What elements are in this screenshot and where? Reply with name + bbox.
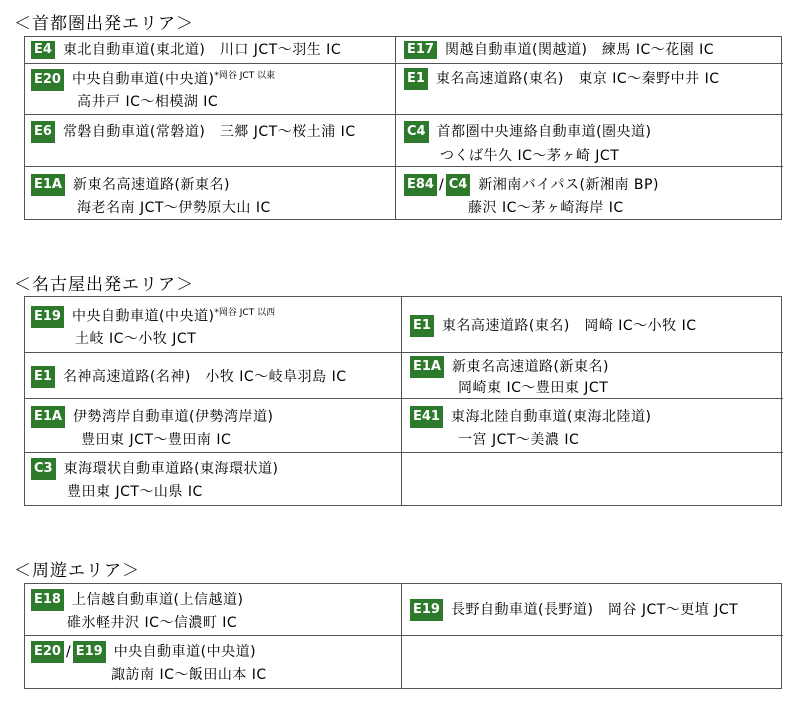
- road-range: 諏訪南 IC～飯田山本 IC: [111, 667, 267, 683]
- code-separator: /: [438, 177, 444, 193]
- route-code-badge: E19: [410, 599, 443, 621]
- road-range: 豊田東 JCT～山県 IC: [67, 484, 203, 500]
- road-range: 岡谷 JCT～更埴 JCT: [607, 602, 739, 618]
- section-heading-tokyo: ＜首都圏出発エリア＞: [14, 14, 194, 34]
- route-code-badge: E84: [404, 174, 437, 196]
- road-range: 川口 JCT～羽生 IC: [219, 42, 342, 58]
- road-name: 中央自動車道(中央道): [71, 71, 215, 88]
- road-note: *岡谷 JCT 以東: [214, 71, 276, 81]
- route-cell: [25, 37, 396, 64]
- route-code-badge: E4: [31, 41, 55, 59]
- route-code-badge: E18: [31, 589, 64, 611]
- route-code-badge: E20: [31, 641, 64, 663]
- road-name: 伊勢湾岸自動車道(伊勢湾岸道): [73, 409, 274, 425]
- road-name: 首都圏中央連絡自動車道(圏央道): [436, 124, 652, 140]
- route-code-badge: E19: [73, 641, 106, 663]
- route-cell: [25, 167, 396, 219]
- route-code-badge: E1A: [31, 174, 65, 196]
- road-name: 新湘南バイパス(新湘南 BP): [478, 177, 659, 193]
- route-cell: [402, 584, 783, 636]
- road-name: 関越自動車道(関越道): [444, 42, 588, 58]
- section-heading-excursion: ＜周遊エリア＞: [14, 561, 140, 581]
- route-cell: [396, 64, 783, 115]
- road-name: 上信越自動車道(上信越道): [71, 592, 244, 608]
- route-cell: [25, 115, 396, 167]
- route-cell: [25, 64, 396, 115]
- road-range: 豊田東 JCT～豊田南 IC: [81, 432, 232, 448]
- road-name: 東海北陸自動車道(東海北陸道): [450, 409, 652, 425]
- route-cell: [402, 353, 783, 399]
- route-cell: [25, 297, 402, 353]
- road-name: 中央自動車道(中央道): [113, 644, 257, 660]
- road-range: 藤沢 IC～茅ヶ崎海岸 IC: [468, 200, 624, 216]
- route-code-badge: C4: [446, 174, 471, 196]
- road-name: 東名高速道路(東名): [435, 71, 564, 87]
- road-range: 碓氷軽井沢 IC～信濃町 IC: [67, 615, 238, 631]
- route-code-badge: E1A: [410, 356, 444, 378]
- route-code-badge: E1: [404, 68, 428, 90]
- road-name: 新東名高速道路(新東名): [73, 177, 230, 193]
- route-cell: [25, 399, 402, 453]
- road-range: 小牧 IC～岐阜羽島 IC: [205, 369, 347, 385]
- road-name: 東海環状自動車道路(東海環状道): [63, 461, 279, 477]
- road-name: 新東名高速道路(新東名): [452, 359, 609, 375]
- road-range: 海老名南 JCT～伊勢原大山 IC: [77, 200, 271, 216]
- road-name: 常磐自動車道(常磐道): [62, 124, 206, 140]
- route-code-badge: E20: [31, 69, 64, 91]
- route-cell: [25, 353, 402, 399]
- route-cell: [25, 584, 402, 636]
- route-code-badge: E1A: [31, 406, 65, 428]
- route-code-badge: E1: [410, 315, 434, 337]
- road-range: 土岐 IC～小牧 JCT: [75, 331, 197, 347]
- route-cell: [25, 636, 402, 688]
- road-name: 東北自動車道(東北道): [62, 42, 206, 58]
- route-code-badge: E17: [404, 41, 437, 59]
- road-range: 岡崎 IC～小牧 IC: [584, 318, 697, 334]
- route-cell: [396, 115, 783, 167]
- road-note: *岡谷 JCT 以西: [214, 308, 276, 318]
- route-cell: [396, 167, 783, 219]
- road-range: 高井戸 IC～相模湖 IC: [77, 94, 219, 110]
- route-table-tokyo: [24, 36, 782, 220]
- road-range: 一宮 JCT～美濃 IC: [458, 432, 580, 448]
- code-separator: /: [65, 644, 71, 660]
- route-code-badge: E41: [410, 406, 443, 428]
- route-table-excursion: [24, 583, 782, 689]
- section-heading-nagoya: ＜名古屋出発エリア＞: [14, 275, 194, 295]
- route-code-badge: C3: [31, 458, 56, 480]
- route-code-badge: C4: [404, 121, 429, 143]
- route-code-badge: E1: [31, 366, 55, 388]
- route-cell: [25, 453, 402, 505]
- road-name: 中央自動車道(中央道): [71, 308, 215, 325]
- route-code-badge: E19: [31, 306, 64, 328]
- route-cell: [402, 399, 783, 453]
- road-range: つくば牛久 IC～茅ヶ崎 JCT: [440, 148, 620, 164]
- route-cell: [402, 297, 783, 353]
- road-range: 東京 IC～秦野中井 IC: [578, 71, 720, 87]
- road-name: 東名高速道路(東名): [441, 318, 570, 334]
- route-code-badge: E6: [31, 121, 55, 143]
- road-name: 名神高速道路(名神): [62, 369, 191, 385]
- road-range: 練馬 IC～花園 IC: [601, 42, 715, 58]
- route-cell: [396, 37, 783, 64]
- road-name: 長野自動車道(長野道): [450, 602, 594, 618]
- road-range: 三郷 JCT～桜土浦 IC: [219, 124, 356, 140]
- route-table-nagoya: [24, 296, 782, 506]
- road-range: 岡崎東 IC～豊田東 JCT: [458, 380, 609, 396]
